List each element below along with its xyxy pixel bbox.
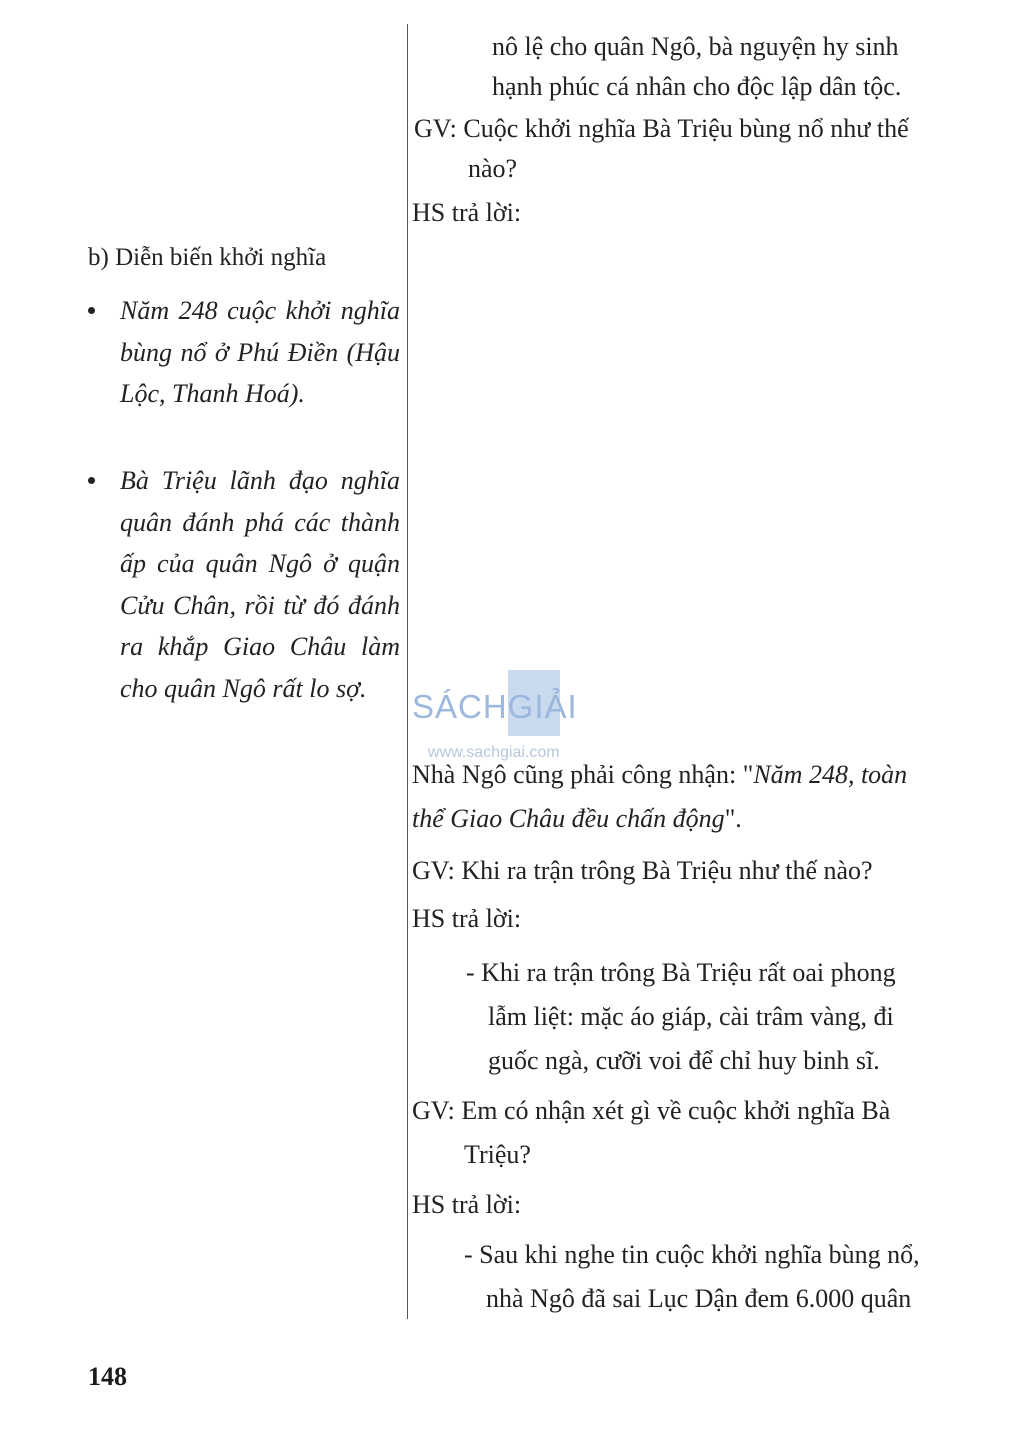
bullet-text: Bà Triệu lãnh đạo nghĩa quân đánh phá các thành ấp của quân Ngô ở quận Cửu Chân, rồi từ đó đánh ra khắp Giao Châu làm cho quân Ngô rất lo sợ. xyxy=(120,466,400,703)
answer-line: guốc ngà, cưỡi voi để chỉ huy binh sĩ. xyxy=(488,1046,880,1075)
bullet-dot xyxy=(88,477,95,484)
page-number: 148 xyxy=(88,1362,127,1391)
teacher-question: GV: Em có nhận xét gì về cuộc khởi nghĩa Bà xyxy=(412,1096,891,1125)
teacher-question: GV: Khi ra trận trông Bà Triệu như thế nào? xyxy=(412,856,873,885)
quote-tail: ". xyxy=(724,804,742,833)
quote-italic: Năm 248, toàn xyxy=(753,760,908,789)
watermark xyxy=(412,668,632,768)
section-heading: b) Diễn biến khởi nghĩa xyxy=(88,244,327,271)
watermark-url: www.sachgiai.com xyxy=(428,744,560,761)
quote-line xyxy=(412,804,742,834)
column-divider xyxy=(407,24,408,1319)
answer-line: - Sau khi nghe tin cuộc khởi nghĩa bùng nổ, xyxy=(464,1240,920,1269)
teacher-question: GV: Cuộc khởi nghĩa Bà Triệu bùng nổ như thế xyxy=(414,114,909,143)
teacher-question-cont: nào? xyxy=(468,154,518,183)
quote-italic: thể Giao Châu đều chấn động xyxy=(412,804,725,833)
student-answer-label: HS trả lời: xyxy=(412,904,522,933)
text-line: hạnh phúc cá nhân cho độc lập dân tộc. xyxy=(492,72,902,101)
answer-line: lẫm liệt: mặc áo giáp, cài trâm vàng, đi xyxy=(488,1002,894,1031)
bullet-text: Năm 248 cuộc khởi nghĩa bùng nổ ở Phú Điền (Hậu Lộc, Thanh Hoá). xyxy=(120,296,400,408)
watermark-logo: SÁCHGIẢI xyxy=(412,688,578,725)
bullet-dot xyxy=(88,307,95,314)
student-answer-label: HS trả lời: xyxy=(412,1190,522,1219)
text-line: nô lệ cho quân Ngô, bà nguyện hy sinh xyxy=(492,32,899,61)
quote-plain: Nhà Ngô cũng phải công nhận: " xyxy=(412,760,754,789)
teacher-question-cont: Triệu? xyxy=(464,1140,531,1169)
answer-line: nhà Ngô đã sai Lục Dận đem 6.000 quân xyxy=(486,1284,912,1313)
student-answer-label: HS trả lời: xyxy=(412,198,522,227)
answer-line: - Khi ra trận trông Bà Triệu rất oai phong xyxy=(466,958,896,987)
